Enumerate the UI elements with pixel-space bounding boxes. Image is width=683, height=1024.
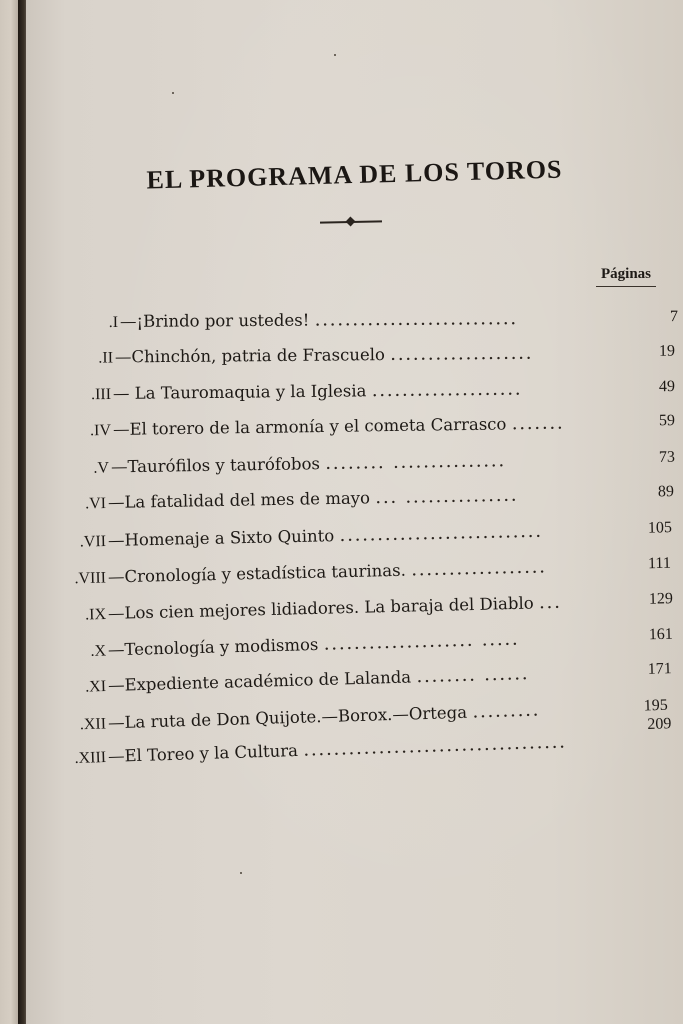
chapter-title: —El Toreo y la Cultura	[107, 740, 299, 766]
chapter-title: —Taurófilos y taurófobos	[110, 454, 321, 477]
dot-leader: ........ ...............	[325, 455, 507, 474]
toc-entry	[89, 412, 678, 444]
chapter-number: XII.	[79, 715, 107, 734]
dot-leader: .......	[512, 417, 566, 434]
toc-entry	[74, 554, 678, 592]
dot-leader: .........	[472, 704, 542, 722]
toc-entry	[108, 308, 679, 336]
dot-leader: ...................	[390, 347, 534, 365]
toc-entry	[90, 625, 678, 665]
chapter-title: —Chinchón, patria de Frascuelo	[114, 345, 385, 367]
dot-leader: ... ...............	[375, 489, 520, 508]
toc-entry	[84, 660, 678, 700]
chapter-page-number: 171	[647, 660, 673, 678]
chapter-title: —Cronología y estadística taurinas.	[107, 560, 407, 587]
chapter-title: —La fatalidad del mes de mayo	[107, 488, 371, 512]
pages-column-header: Páginas	[596, 266, 656, 287]
toc-entry	[90, 378, 678, 408]
chapter-page-number: 161	[648, 625, 674, 644]
chapter-title: —Los cien mejores lidiadores. La baraja del Diablo	[107, 593, 534, 623]
book-page	[26, 0, 683, 1024]
opposite-page-edge	[0, 0, 18, 1024]
chapter-title: — La Tauromaquia y la Iglesia	[112, 381, 367, 403]
chapter-page-number: 7	[669, 308, 679, 326]
paper-speck	[334, 54, 336, 56]
dot-leader: ...................................	[303, 736, 568, 760]
chapter-page-number: 19	[658, 342, 676, 360]
chapter-page-number: 59	[658, 412, 676, 430]
toc-entry	[84, 483, 678, 517]
chapter-title: —La ruta de Don Quijote.—Borox.—Ortega	[107, 702, 468, 733]
chapter-title: —Tecnología y modismos	[107, 634, 319, 660]
dot-leader: ....................	[372, 383, 524, 401]
chapter-page-number: 111	[647, 554, 672, 573]
dot-leader: ........ ......	[416, 668, 531, 687]
chapter-page-number: 49	[658, 378, 676, 396]
chapter-page-number: 105	[647, 519, 673, 537]
chapter-number: XIII.	[74, 748, 107, 767]
chapter-title: —El torero de la armonía y el cometa Carrasco	[112, 414, 507, 439]
chapter-page-number: 89	[657, 483, 675, 501]
toc-entry	[79, 519, 678, 555]
toc-entry	[98, 342, 678, 372]
page-title: EL PROGRAMA DE LOS TOROS	[146, 154, 563, 195]
dot-leader: ..................	[411, 561, 548, 580]
dot-leader: ...........................	[340, 525, 544, 546]
chapter-title: —Homenaje a Sixto Quinto	[107, 526, 335, 550]
dot-leader: .................... .....	[324, 633, 521, 654]
dot-leader: ...	[539, 596, 563, 613]
chapter-title: —¡Brindo por ustedes!	[119, 310, 310, 331]
dot-leader: ...........................	[315, 313, 519, 330]
chapter-number: XI.	[84, 677, 107, 696]
paper-speck	[172, 92, 174, 94]
chapter-page-number: 209	[647, 715, 672, 733]
chapter-title: —Expediente académico de Lalanda	[107, 667, 412, 695]
toc-entry	[93, 448, 678, 482]
table-of-contents	[26, 0, 683, 1024]
paper-speck	[240, 872, 242, 874]
chapter-page-number: 129	[648, 590, 674, 608]
chapter-page-number: 195	[643, 696, 669, 715]
chapter-page-number: 73	[658, 448, 676, 466]
toc-entry	[84, 590, 678, 628]
